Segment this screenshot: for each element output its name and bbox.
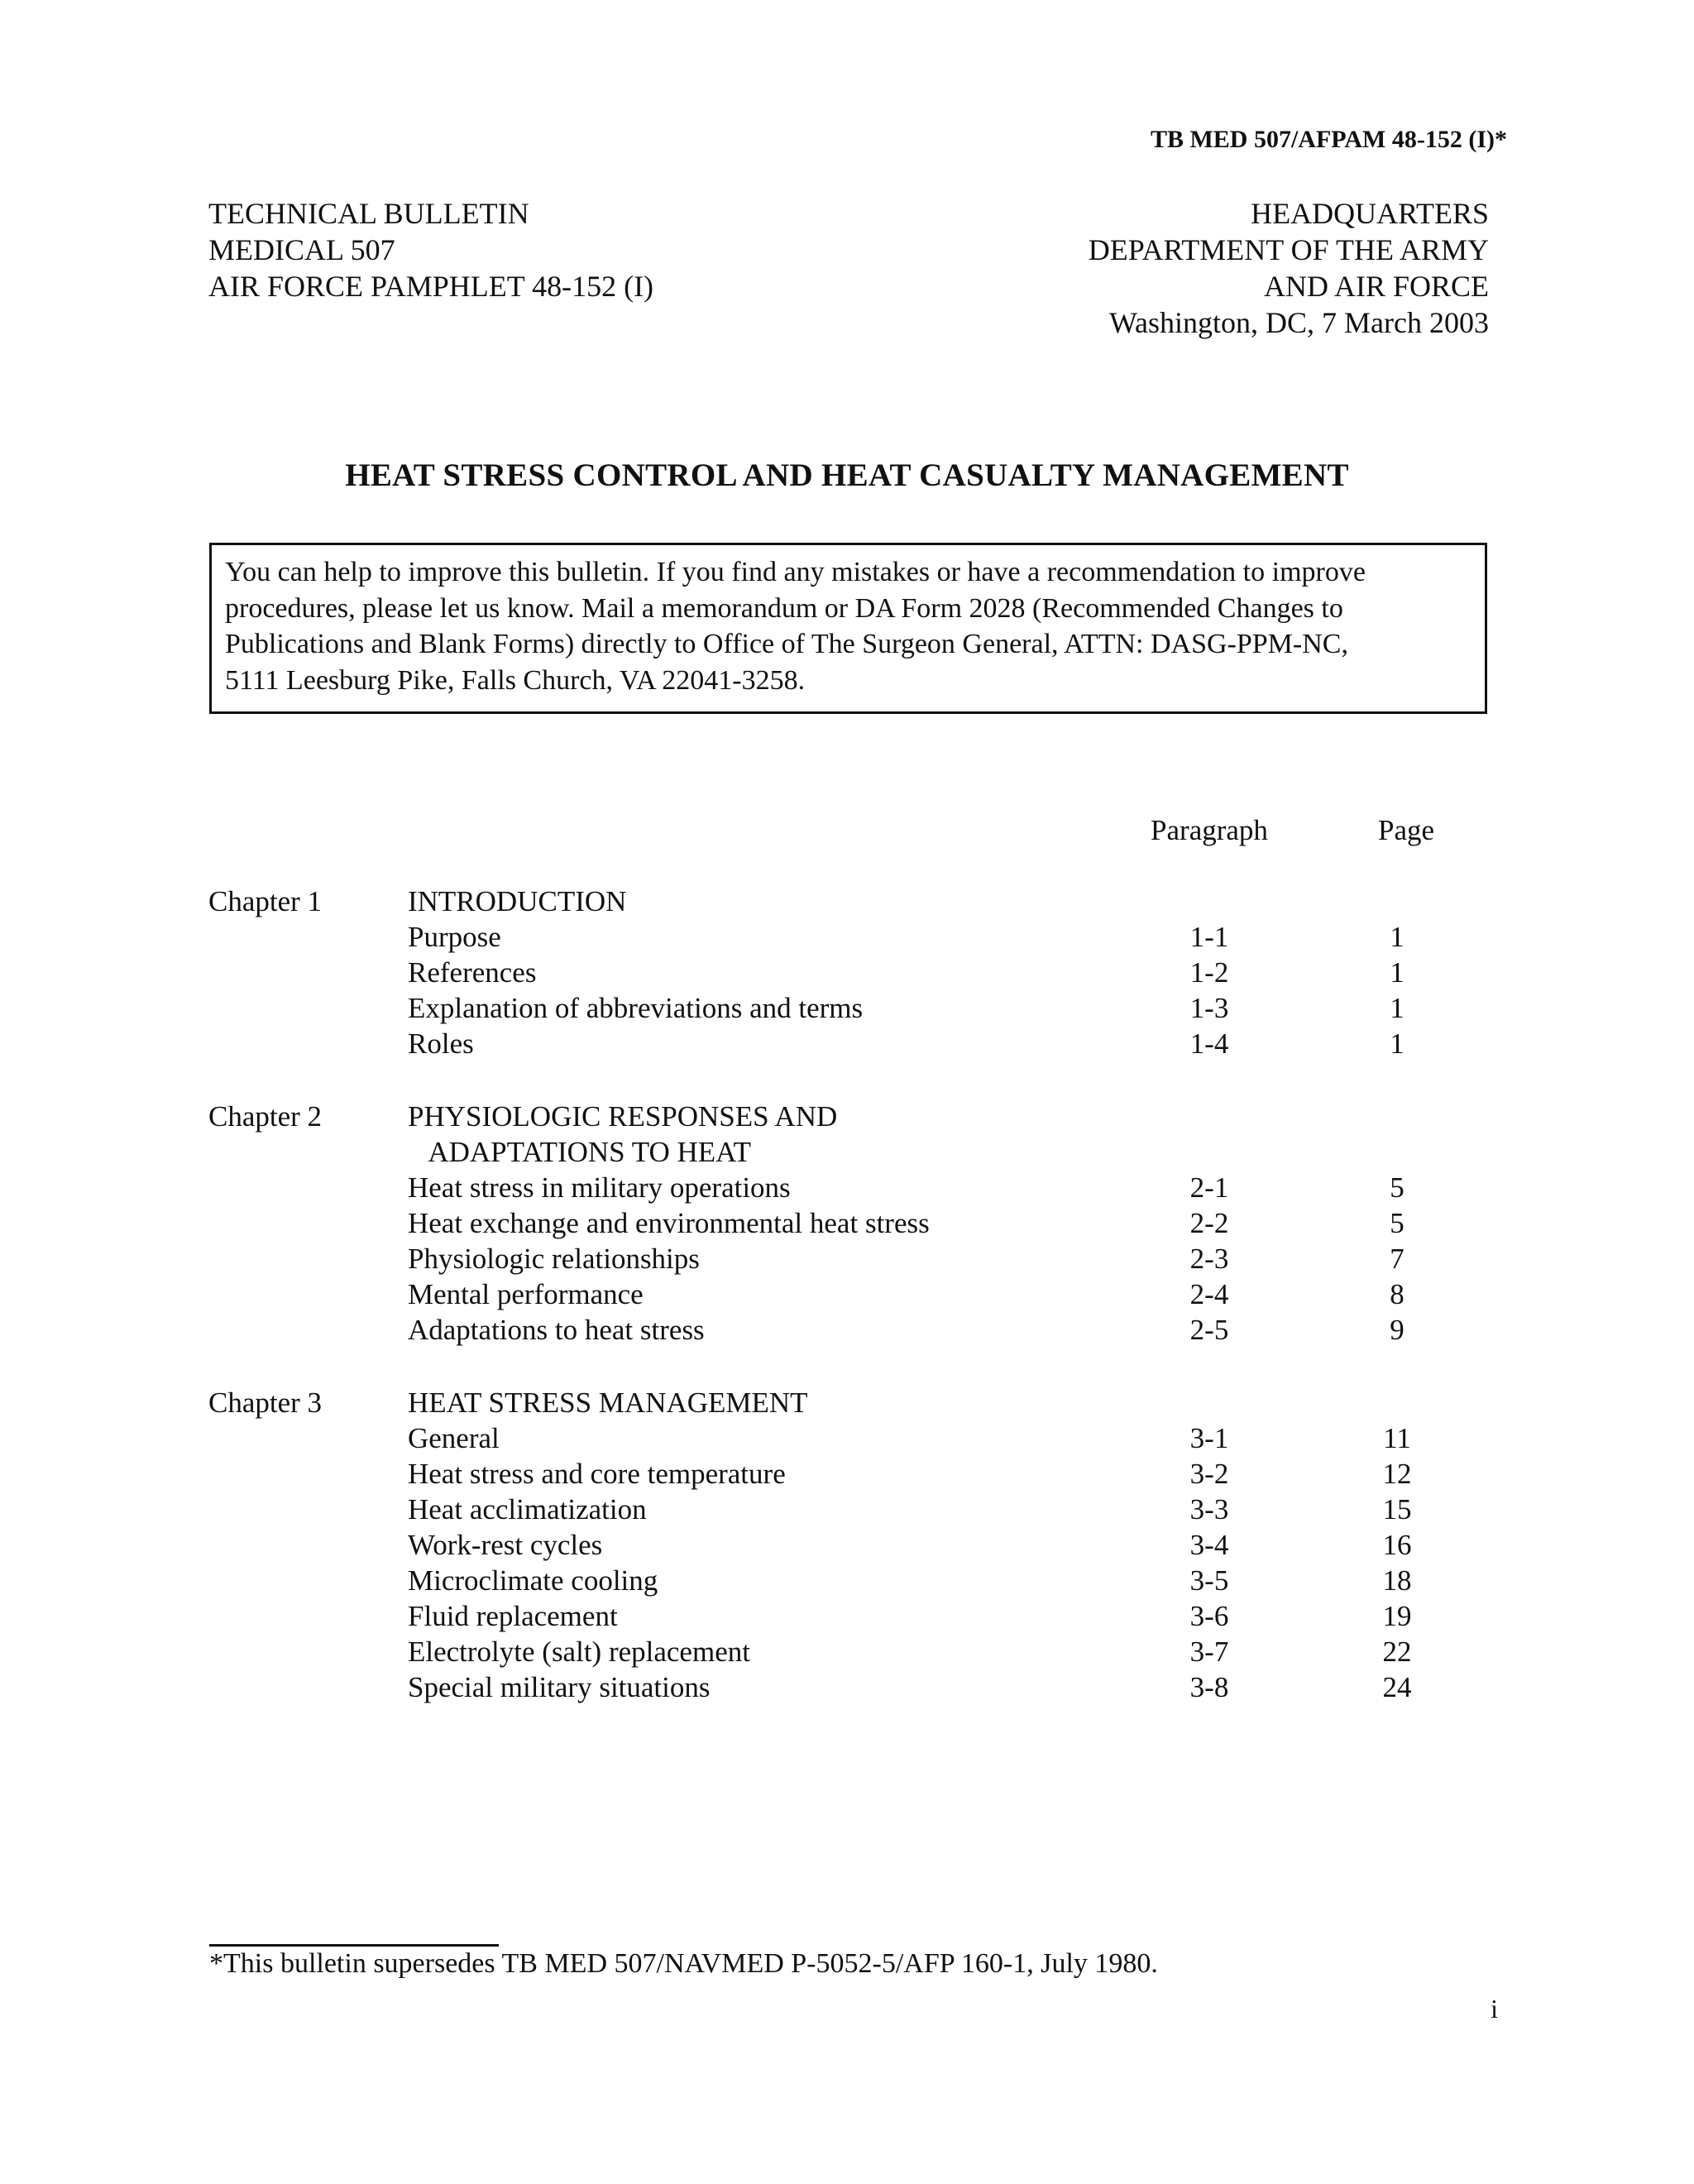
toc-paragraph-number: 2-3 xyxy=(1189,1243,1229,1275)
notice-line: Publications and Blank Forms) directly to Office of The Surgeon General, ATTN: DASG-PPM-NC, xyxy=(225,629,1348,659)
toc-entry-title: References xyxy=(408,956,537,989)
toc-page-number: 9 xyxy=(1390,1314,1404,1346)
toc-row xyxy=(0,992,1694,1028)
toc-chapter-label: Chapter 2 xyxy=(208,1100,323,1133)
toc-entry-title: Special military situations xyxy=(408,1671,711,1703)
toc-paragraph-number: 1-3 xyxy=(1189,992,1229,1024)
issuer-line: TECHNICAL BULLETIN xyxy=(208,197,529,230)
toc-paragraph-number: 2-1 xyxy=(1189,1171,1229,1204)
toc-row xyxy=(0,1564,1694,1601)
toc-page-number: 22 xyxy=(1382,1636,1412,1668)
notice-line: procedures, please let us know. Mail a memorandum or DA Form 2028 (Recommended Changes to xyxy=(225,592,1343,624)
toc-paragraph-number: 3-2 xyxy=(1189,1458,1229,1490)
toc-entry-title: Heat stress in military operations xyxy=(408,1171,791,1204)
toc-page-number: 1 xyxy=(1390,921,1404,953)
toc-page-number: 19 xyxy=(1382,1600,1412,1632)
toc-entry-title: Heat acclimatization xyxy=(408,1493,647,1525)
toc-page-number: 24 xyxy=(1382,1671,1412,1703)
toc-row xyxy=(0,1207,1694,1243)
toc-entry-title: Mental performance xyxy=(408,1278,644,1310)
issuer-line: AIR FORCE PAMPHLET 48-152 (I) xyxy=(208,270,654,303)
toc-paragraph-number: 3-3 xyxy=(1189,1493,1229,1525)
page-column-header: Page xyxy=(1377,814,1435,846)
feedback-notice-box xyxy=(209,543,1487,714)
toc-chapter-label: Chapter 1 xyxy=(208,885,323,917)
toc-row xyxy=(0,1493,1694,1530)
notice-line: You can help to improve this bulletin. If you find any mistakes or have a recommendation to improve xyxy=(225,557,1366,587)
toc-paragraph-number: 3-7 xyxy=(1189,1636,1229,1668)
toc-entry-title: ADAPTATIONS TO HEAT xyxy=(408,1136,751,1168)
toc-page-number: 15 xyxy=(1382,1493,1412,1525)
paragraph-column-header: Paragraph xyxy=(1151,814,1268,846)
toc-row xyxy=(0,1243,1694,1279)
toc-entry-title: Roles xyxy=(408,1027,474,1060)
toc-paragraph-number: 2-2 xyxy=(1189,1207,1229,1239)
toc-page-number: 12 xyxy=(1382,1458,1412,1490)
toc-paragraph-number: 3-1 xyxy=(1189,1422,1229,1454)
toc-entry-title: Explanation of abbreviations and terms xyxy=(408,992,864,1024)
toc-paragraph-number: 1-2 xyxy=(1189,956,1229,989)
headquarters-line: AND AIR FORCE xyxy=(1263,270,1489,303)
toc-page-number: 16 xyxy=(1382,1529,1412,1561)
toc-row xyxy=(0,1529,1694,1565)
toc-page-number: 5 xyxy=(1390,1207,1404,1239)
toc-entry-title: INTRODUCTION xyxy=(408,885,627,917)
toc-paragraph-number: 1-1 xyxy=(1189,921,1229,953)
toc-page-number: 1 xyxy=(1390,992,1404,1024)
toc-row xyxy=(0,956,1694,993)
toc-row xyxy=(0,1171,1694,1208)
notice-line: 5111 Leesburg Pike, Falls Church, VA 22041-3258. xyxy=(225,664,806,696)
toc-entry-title: General xyxy=(408,1422,500,1454)
toc-paragraph-number: 2-4 xyxy=(1189,1278,1229,1310)
toc-row xyxy=(0,1458,1694,1494)
headquarters-block xyxy=(1089,195,1489,341)
issuer-line: MEDICAL 507 xyxy=(208,233,395,266)
toc-page-number: 5 xyxy=(1390,1171,1404,1204)
toc-paragraph-number: 3-5 xyxy=(1189,1564,1229,1597)
toc-entry-title: Physiologic relationships xyxy=(408,1243,700,1275)
toc-row xyxy=(0,1278,1694,1315)
toc-paragraph-number: 3-8 xyxy=(1189,1671,1229,1703)
toc-page-number: 11 xyxy=(1383,1422,1411,1454)
toc-chapter-label: Chapter 3 xyxy=(208,1387,323,1419)
toc-row xyxy=(0,1387,1694,1423)
toc-entry-title: Microclimate cooling xyxy=(408,1564,658,1597)
toc-entry-title: Heat exchange and environmental heat stress xyxy=(408,1207,930,1239)
toc-row xyxy=(0,1600,1694,1636)
issuer-block xyxy=(208,195,653,304)
toc-row xyxy=(0,1314,1694,1350)
toc-paragraph-number: 3-6 xyxy=(1189,1600,1229,1632)
headquarters-line: HEADQUARTERS xyxy=(1251,197,1489,230)
toc-page-number: 18 xyxy=(1382,1564,1412,1597)
toc-row xyxy=(0,1027,1694,1064)
toc-paragraph-number: 1-4 xyxy=(1189,1027,1229,1060)
date-line: Washington, DC, 7 March 2003 xyxy=(1108,306,1489,339)
toc-entry-title: Electrolyte (salt) replacement xyxy=(408,1636,750,1668)
footnote-divider xyxy=(209,1944,499,1947)
toc-paragraph-number: 3-4 xyxy=(1189,1529,1229,1561)
page-title: HEAT STRESS CONTROL AND HEAT CASUALTY MANAGEMENT xyxy=(345,457,1349,493)
toc-page-number: 7 xyxy=(1390,1243,1404,1275)
toc-row xyxy=(0,921,1694,957)
toc-entry-title: Fluid replacement xyxy=(408,1600,618,1632)
toc-entry-title: HEAT STRESS MANAGEMENT xyxy=(408,1387,808,1419)
toc-row xyxy=(0,1136,1694,1172)
toc-page-number: 1 xyxy=(1390,1027,1404,1060)
toc-page-number: 8 xyxy=(1390,1278,1404,1310)
toc-entry-title: PHYSIOLOGIC RESPONSES AND xyxy=(408,1100,838,1133)
document-id: TB MED 507/AFPAM 48-152 (I)* xyxy=(1150,126,1507,153)
toc-entry-title: Work-rest cycles xyxy=(408,1529,603,1561)
toc-row xyxy=(0,1671,1694,1707)
toc-page-number: 1 xyxy=(1390,956,1404,989)
toc-row xyxy=(0,1422,1694,1458)
toc-row xyxy=(0,1100,1694,1137)
footnote: *This bulletin supersedes TB MED 507/NAVMED P-5052-5/AFP 160-1, July 1980. xyxy=(209,1948,1158,1979)
toc-row xyxy=(0,885,1694,922)
toc-entry-title: Adaptations to heat stress xyxy=(408,1314,705,1346)
page-number: i xyxy=(1491,1994,1498,2024)
toc-entry-title: Heat stress and core temperature xyxy=(408,1458,786,1490)
toc-paragraph-number: 2-5 xyxy=(1189,1314,1229,1346)
toc-entry-title: Purpose xyxy=(408,921,501,953)
toc-row xyxy=(0,1636,1694,1672)
headquarters-line: DEPARTMENT OF THE ARMY xyxy=(1088,233,1489,266)
